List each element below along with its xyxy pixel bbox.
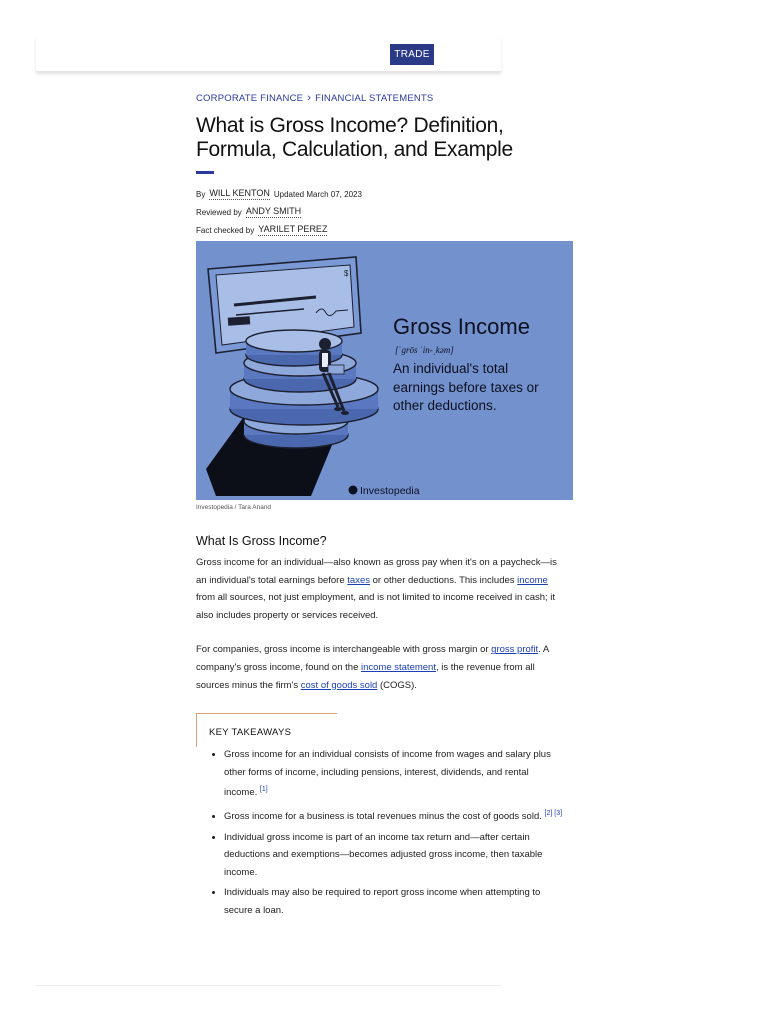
takeaway-text: Individual gross income is part of an income tax return and—after certain deductions and exemptions—becomes adjusted gross income, then taxable income. (224, 831, 543, 878)
citation-link[interactable]: [2] [3] (544, 809, 563, 817)
paragraph-2 (196, 641, 568, 694)
takeaways-border-left (196, 713, 197, 747)
p2-text-3: , is the revenue from all sources minus the firm's (196, 661, 535, 691)
cost-of-goods-sold-link[interactable]: cost of goods sold (300, 679, 378, 691)
byline-factchecker (196, 221, 573, 239)
hero-pronunciation: [ˈgrōs ˈin-ˌkəm] (395, 345, 454, 355)
byline-author (196, 185, 573, 203)
by-label: By (196, 189, 206, 199)
list-item (224, 829, 564, 882)
reviewer-link[interactable]: ANDY SMITH (245, 206, 302, 216)
paragraph-1 (196, 554, 568, 624)
investopedia-logo (349, 485, 420, 497)
hero-definition-line-2: earnings before taxes or (393, 380, 539, 395)
trade-button[interactable]: TRADE (390, 44, 434, 65)
hero-definition-line-1: An individual's total (393, 361, 509, 376)
list-item (224, 746, 564, 802)
page-title-line-1: What is Gross Income? Definition, (196, 114, 504, 137)
author-link[interactable]: WILL KENTON (209, 188, 270, 198)
page-title (196, 114, 573, 162)
list-item (224, 805, 564, 826)
takeaways-border-top (196, 713, 337, 714)
p2-text-1: For companies, gross income is interchangeable with gross margin or (196, 644, 492, 656)
list-item (224, 884, 564, 919)
hero-illustration (196, 241, 573, 500)
factchecker-link[interactable]: YARILET PEREZ (258, 224, 328, 234)
title-accent-bar (196, 171, 214, 174)
citation-link[interactable]: [1] (259, 786, 268, 794)
reviewed-label: Reviewed by (196, 207, 242, 217)
brand-name: Investopedia (360, 485, 420, 497)
takeaway-text: Gross income for an individual consists of income from wages and salary plus other forms of income, including pensions, interest, dividends, and rental income. (224, 749, 551, 799)
takeaway-text: Individuals may also be required to report gross income when attempting to secure a loan. (224, 887, 541, 917)
takeaways-list (208, 746, 564, 923)
breadcrumb-corporate-finance[interactable]: CORPORATE FINANCE (196, 92, 304, 104)
svg-text:$: $ (344, 269, 349, 278)
chevron-right-icon: › (307, 92, 312, 104)
footer-divider (36, 985, 501, 986)
page-title-line-2: Formula, Calculation, and Example (196, 138, 513, 161)
breadcrumb-financial-statements[interactable]: FINANCIAL STATEMENTS (315, 92, 434, 104)
factcheck-label: Fact checked by (196, 225, 255, 235)
section-heading: What Is Gross Income? (196, 534, 327, 548)
p2-text-4: (COGS). (377, 679, 417, 691)
updated-date: Updated March 07, 2023 (273, 189, 362, 199)
gross-profit-link[interactable]: gross profit (491, 644, 539, 656)
p1-text-3: from all sources, not just employment, and is not limited to income received in cash; it also includes property or services received. (196, 592, 556, 621)
taxes-link[interactable]: taxes (347, 574, 370, 586)
hero-term: Gross Income (393, 314, 530, 339)
article-body (196, 534, 568, 694)
takeaways-title: KEY TAKEAWAYS (209, 727, 292, 738)
hero-definition-line-3: other deductions. (393, 398, 497, 413)
p2-text-2: . A company's gross income, found on the (196, 644, 549, 673)
image-caption: Investopedia / Tara Anand (196, 504, 272, 511)
breadcrumb (196, 90, 573, 106)
p1-text-1: Gross income for an individual—also known as gross pay when it's on a paycheck—is an individual's total earnings before (196, 557, 557, 586)
p1-text-2: or other deductions. This includes (370, 574, 518, 586)
byline-reviewer (196, 203, 573, 221)
article-header (196, 90, 573, 239)
gross-income-illustration (196, 241, 573, 500)
takeaway-text: Gross income for a business is total revenues minus the cost of goods sold. (224, 811, 545, 823)
income-link[interactable]: income (517, 574, 548, 586)
income-statement-link[interactable]: income statement (361, 661, 436, 673)
